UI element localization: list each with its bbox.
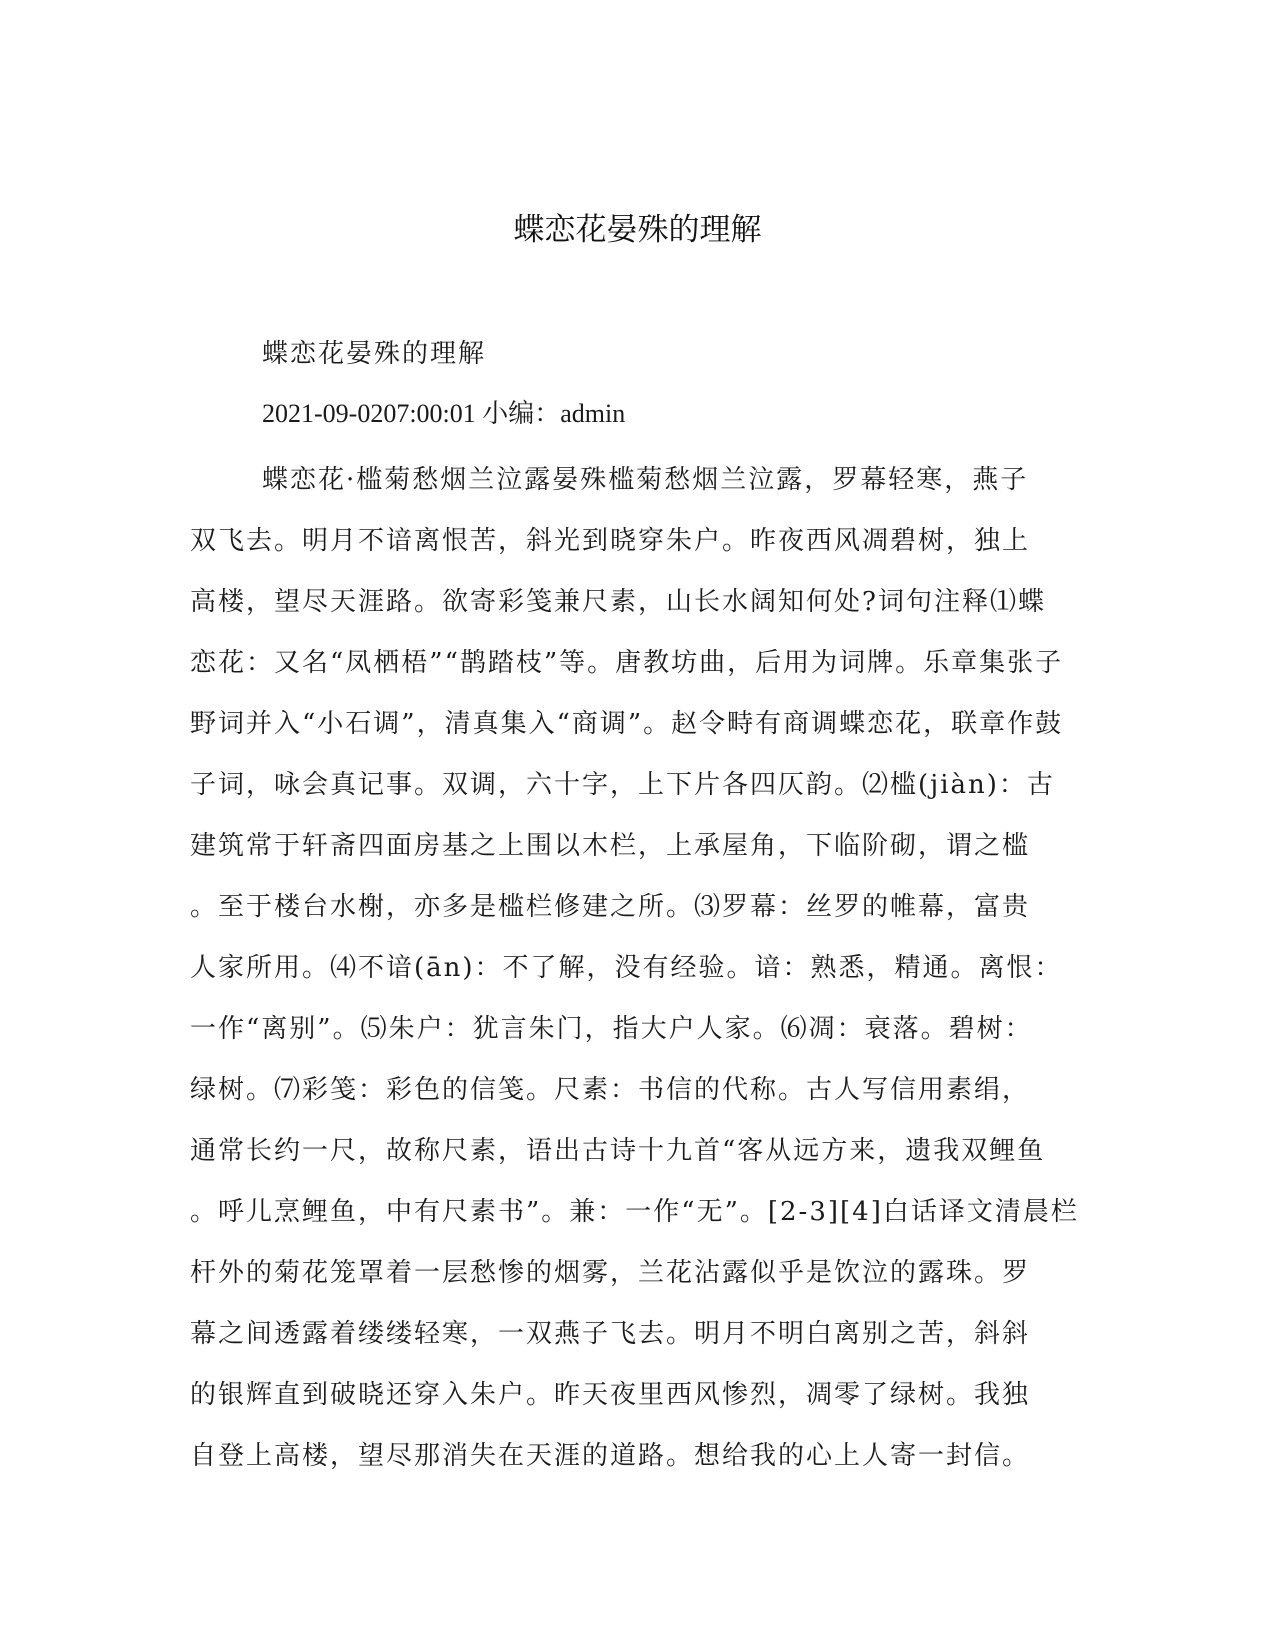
body-line: 的银辉直到破晓还穿入朱户。昨天夜里西风惨烈，凋零了绿树。我独 [190,1380,1031,1410]
body-line: 。至于楼台水榭，亦多是槛栏修建之所。⑶罗幕：丝罗的帷幕，富贵 [190,892,1031,922]
body-line: 建筑常于轩斋四面房基之上围以木栏，上承屋角，下临阶砌，谓之槛 [190,831,1031,861]
body-line: 一作“离别”。⑸朱户：犹言朱门，指大户人家。⑹凋：衰落。碧树： [190,1014,1033,1044]
body-line: 高楼，望尽天涯路。欲寄彩笺兼尺素，山长水阔知何处?词句注释⑴蝶 [190,587,1046,617]
body-line: 自登上高楼，望尽那消失在天涯的道路。想给我的心上人寄一封信。 [190,1441,1031,1471]
article-body [190,450,1090,1487]
body-line: 野词并入“小石调”，清真集入“商调”。赵令畤有商调蝶恋花，联章作鼓 [190,709,1064,739]
body-line: 蝶恋花·槛菊愁烟兰泣露晏殊槛菊愁烟兰泣露，罗幕轻寒，燕子 [262,465,1029,495]
body-line: 人家所用。⑷不谙(ān)：不了解，没有经验。谙：熟悉，精通。离恨： [190,953,1063,983]
body-line: 。呼儿烹鲤鱼，中有尺素书”。兼：一作“无”。[2-3][4]白话译文清晨栏 [190,1197,1079,1227]
document-title: 蝶恋花晏殊的理解 [513,212,762,248]
body-line: 子词，咏会真记事。双调，六十字，上下片各四仄韵。⑵槛(jiàn)：古 [190,770,1055,800]
body-line: 恋花：又名“凤栖梧”“鹊踏枝”等。唐教坊曲，后用为词牌。乐章集张子 [190,648,1064,678]
body-line: 双飞去。明月不谙离恨苦，斜光到晓穿朱户。昨夜西风凋碧树，独上 [190,526,1031,556]
body-line: 绿树。⑺彩笺：彩色的信笺。尺素：书信的代称。古人写信用素绢， [190,1075,1031,1105]
article-meta: 2021-09-0207:00:01 小编：admin [262,399,626,428]
article-subtitle: 蝶恋花晏殊的理解 [262,339,487,369]
body-line: 幕之间透露着缕缕轻寒，一双燕子飞去。明月不明白离别之苦，斜斜 [190,1319,1031,1349]
body-line: 通常长约一尺，故称尺素，语出古诗十九首“客从远方来，遗我双鲤鱼 [190,1136,1046,1166]
body-line: 杆外的菊花笼罩着一层愁惨的烟雾，兰花沾露似乎是饮泣的露珠。罗 [190,1258,1031,1288]
